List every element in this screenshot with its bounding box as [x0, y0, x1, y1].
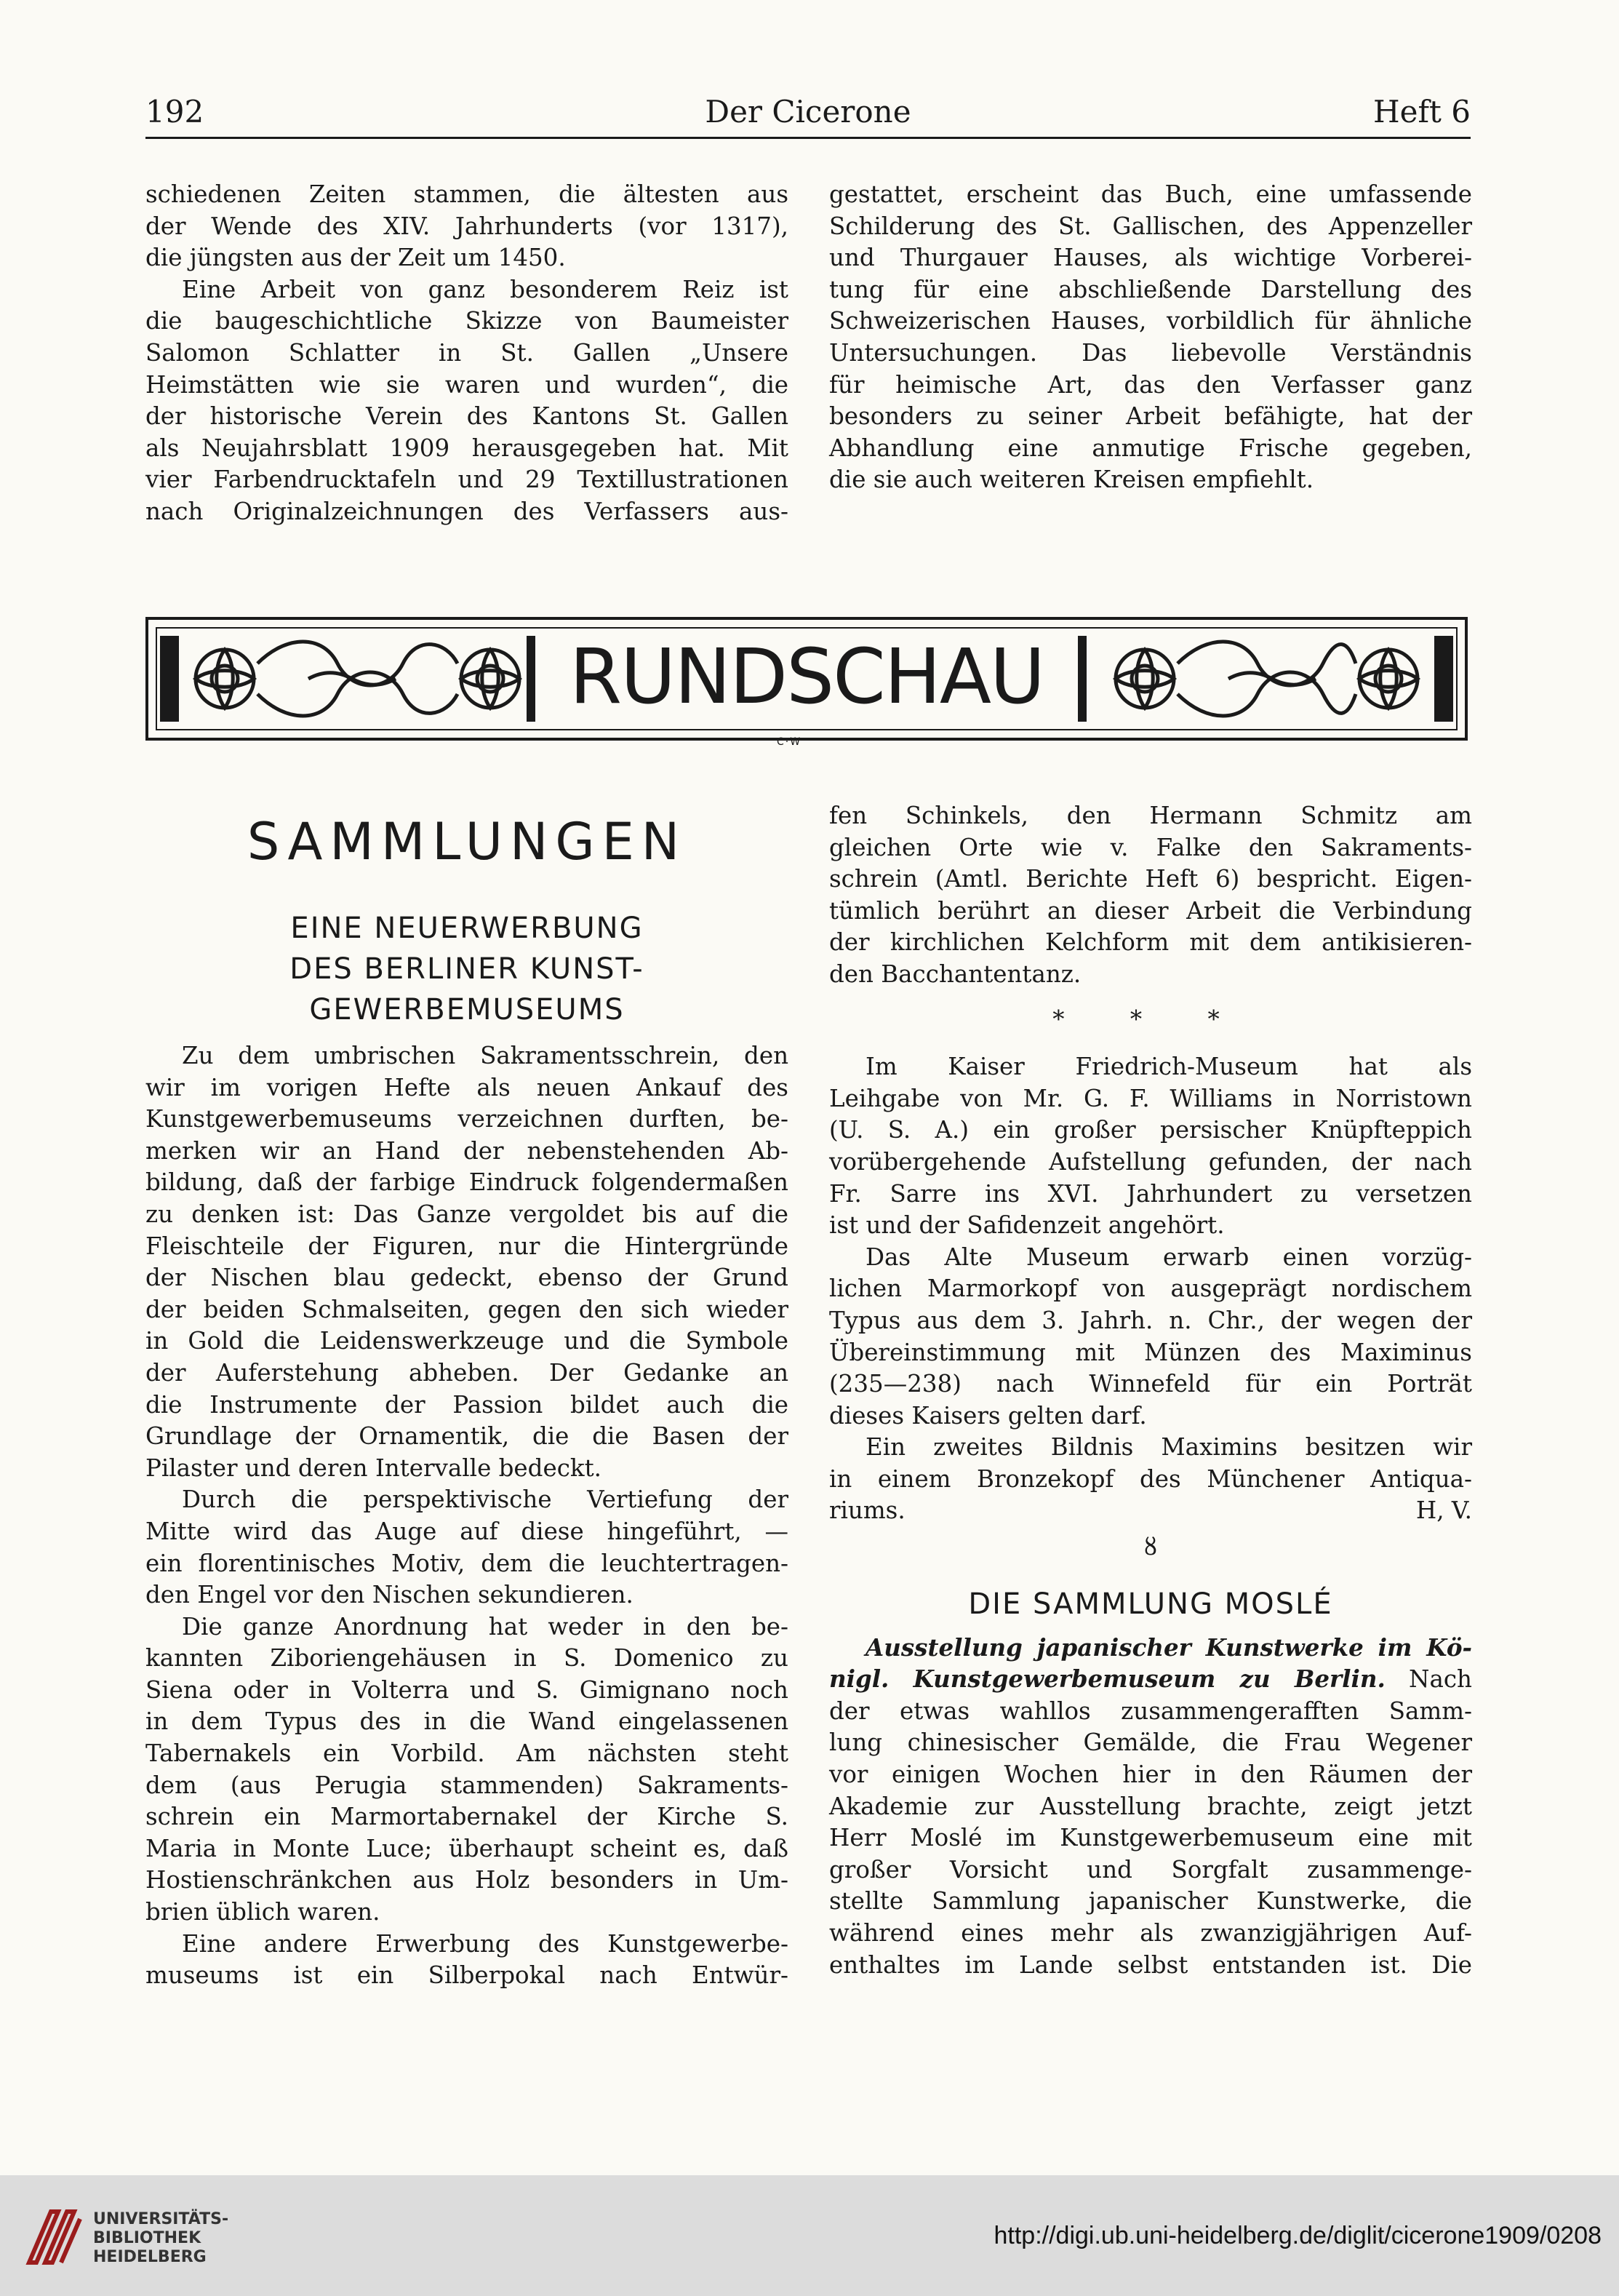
text-line: Ausstellung japanischer Kunstwerke im Kö- — [866, 1633, 1472, 1662]
section-divider-ornament: ȣ — [1144, 1533, 1157, 1561]
article-subheading — [145, 908, 788, 1030]
text-line-with-signature — [829, 1495, 1472, 1527]
subheading-line: GEWERBEMUSEUMS — [309, 993, 625, 1027]
subheading-line: DES BERLINER KUNST- — [289, 952, 644, 986]
text-line — [829, 1663, 1472, 1696]
text-line: brien üblich waren. — [145, 1898, 380, 1926]
text-line: der etwas wahllos zusammengerafften Samm- — [829, 1697, 1472, 1725]
text-line: großer Vorsicht und Sorgfalt zusammenge- — [829, 1855, 1472, 1884]
section-title: SAMMLUNGEN — [247, 812, 687, 872]
text-line: vor einigen Wochen hier in den Räumen der — [829, 1761, 1472, 1789]
banner-title: RUNDSCHAU — [569, 632, 1044, 721]
text-line: Eine Arbeit von ganz besonderem Reiz ist — [182, 275, 788, 303]
text-line: Mitte wird das Auge auf diese hingeführt, — — [145, 1517, 788, 1545]
text-line: Typus aus dem 3. Jahrh. n. Chr., der wegen der — [829, 1306, 1472, 1334]
journal-title: Der Cicerone — [705, 94, 911, 129]
text-line: in einem Bronzekopf des Münchener Antiqua- — [829, 1464, 1472, 1493]
text-line: nach Originalzeichnungen des Verfassers aus- — [145, 497, 788, 525]
text-line: Die ganze Anordnung hat weder in den be- — [182, 1612, 788, 1641]
library-name-line: UNIVERSITÄTS- — [93, 2210, 229, 2228]
text-line: schrein (Amtl. Berichte Heft 6) bespricht. Eigen- — [829, 865, 1472, 893]
text-line: (U. S. A.) ein großer persischer Knüpfteppich — [829, 1116, 1472, 1144]
text-line: stellte Sammlung japanischer Kunstwerke, die — [829, 1887, 1472, 1916]
text-line: die sie auch weiteren Kreisen empfiehlt. — [829, 466, 1314, 494]
text-line: Eine andere Erwerbung des Kunstgewerbe- — [182, 1929, 788, 1958]
text-line: den Bacchantentanz. — [829, 960, 1082, 988]
text-line: Grundlage der Ornamentik, die die Basen der — [145, 1422, 788, 1451]
text-line: kannten Ziboriengehäusen in S. Domenico zu — [145, 1644, 788, 1673]
text-line: in Gold die Leidenswerkzeuge und die Symbole — [145, 1327, 788, 1355]
text-line: schrein ein Marmortabernakel der Kirche S. — [145, 1803, 788, 1831]
text-line: museums ist ein Silberpokal nach Entwür- — [145, 1961, 788, 1990]
text-line: Untersuchungen. Das liebevolle Verständnis — [829, 338, 1472, 367]
source-url-link[interactable]: http://digi.ub.uni-heidelberg.de/diglit/cicerone1909/0208 — [994, 2222, 1602, 2249]
text-line: merken wir an Hand der nebenstehenden Ab- — [145, 1136, 788, 1165]
page-number: 192 — [145, 94, 204, 129]
text-line: Salomon Schlatter in St. Gallen „Unsere — [145, 338, 788, 367]
text-line: Durch die perspektivische Vertiefung der — [182, 1486, 788, 1514]
text-line: ein florentinisches Motiv, dem die leuchtertragen- — [145, 1549, 788, 1577]
text-line: enthaltes im Lande selbst entstanden ist. Die — [829, 1950, 1472, 1979]
section-separator-asterisks: * * * — [1052, 1005, 1249, 1033]
text-line: Fleischteile der Figuren, nur die Hintergründe — [145, 1232, 788, 1260]
text-line: Schilderung des St. Gallischen, des Appenzeller — [829, 212, 1472, 240]
text-line: Zu dem umbrischen Sakramentsschrein, den — [182, 1042, 788, 1069]
text-line: fen Schinkels, den Hermann Schmitz am — [829, 802, 1472, 829]
text-line: der beiden Schmalseiten, gegen den sich wieder — [145, 1295, 788, 1323]
text-line: bildung, daß der farbige Eindruck folgendermaßen — [145, 1168, 788, 1197]
text-line: während eines mehr als zwanzigjährigen Auf- — [829, 1919, 1472, 1947]
text-line: Pilaster und deren Intervalle bedeckt. — [145, 1454, 601, 1482]
author-signature: H, V. — [1415, 1496, 1472, 1525]
text-line: lichen Marmorkopf von ausgeprägt nordischem — [829, 1275, 1472, 1303]
library-name-line: HEIDELBERG — [93, 2248, 207, 2266]
text-line: der kirchlichen Kelchform mit dem antikisieren- — [829, 928, 1472, 957]
text-fragment: Nach — [1385, 1665, 1472, 1694]
text-line: Übereinstimmung mit Münzen des Maximinus — [829, 1338, 1472, 1366]
text-line: dem (aus Perugia stammenden) Sakraments- — [145, 1771, 788, 1799]
text-line: wir im vorigen Hefte als neuen Ankauf des — [145, 1073, 788, 1101]
digitization-footer — [0, 2175, 1619, 2296]
library-name-line: BIBLIOTHEK — [93, 2229, 201, 2247]
text-line: Schweizerischen Hauses, vorbildlich für ähnliche — [829, 307, 1472, 335]
banner-monogram: C·W — [777, 736, 802, 748]
text-line: Akademie zur Ausstellung brachte, zeigt jetzt — [829, 1792, 1472, 1820]
top-left-column — [145, 179, 788, 528]
text-line: Kunstgewerbemuseums verzeichnen durften, be- — [145, 1105, 788, 1133]
text-line: (235—238) nach Winnefeld für ein Porträt — [829, 1370, 1472, 1398]
text-line: Herr Moslé im Kunstgewerbemuseum eine mit — [829, 1824, 1472, 1852]
text-fragment: riums. — [829, 1496, 906, 1525]
text-line: Fr. Sarre ins XVI. Jahrhundert zu versetzen — [829, 1179, 1472, 1208]
text-line: und Thurgauer Hauses, als wichtige Vorberei- — [829, 244, 1472, 272]
text-line: Das Alte Museum erwarb einen vorzüg- — [866, 1243, 1472, 1271]
text-line: der Wende des XIV. Jahrhunderts (vor 1317), — [145, 212, 788, 240]
text-line: zu denken ist: Das Ganze vergoldet bis auf die — [145, 1200, 788, 1228]
text-line: Ein zweites Bildnis Maximins besitzen wir — [866, 1433, 1472, 1462]
text-line: Abhandlung eine anmutige Frische gegeben, — [829, 434, 1472, 462]
text-line: der Auferstehung abheben. Der Gedanke an — [145, 1358, 788, 1387]
text-line: Im Kaiser Friedrich-Museum hat als — [866, 1053, 1472, 1081]
top-right-column — [829, 179, 1472, 496]
subheading-line: EINE NEUERWERBUNG — [290, 912, 644, 945]
mosle-heading: DIE SAMMLUNG MOSLÉ — [968, 1587, 1333, 1621]
library-logo-icon — [22, 2204, 87, 2270]
text-line: in dem Typus des in die Wand eingelassenen — [145, 1707, 788, 1736]
left-body-column — [145, 1040, 788, 1992]
text-line: der Nischen blau gedeckt, ebenso der Grund — [145, 1264, 788, 1292]
text-line: der historische Verein des Kantons St. Gallen — [145, 402, 788, 431]
library-name — [93, 2210, 228, 2267]
text-line: vier Farbendrucktafeln und 29 Textillustrationen — [145, 466, 788, 494]
text-line: tümlich berührt an dieser Arbeit die Verbindung — [829, 896, 1472, 925]
text-line: den Engel vor den Nischen sekundieren. — [145, 1581, 633, 1609]
rundschau-banner — [145, 617, 1468, 741]
text-line: Heimstätten wie sie waren und wurden“, die — [145, 370, 788, 399]
text-line: Hostienschränkchen aus Holz besonders in Um- — [145, 1866, 788, 1894]
right-body-column — [829, 800, 1472, 1981]
text-line: besonders zu seiner Arbeit befähigte, hat der — [829, 402, 1472, 431]
issue-label: Heft 6 — [1373, 94, 1471, 129]
text-line: gleichen Orte wie v. Falke den Sakraments- — [829, 833, 1472, 861]
text-line: schiedenen Zeiten stammen, die ältesten aus — [145, 180, 788, 208]
text-line: ist und der Safidenzeit angehört. — [829, 1211, 1225, 1240]
running-head — [145, 93, 1471, 139]
text-line: Leihgabe von Mr. G. F. Williams in Norristown — [829, 1084, 1472, 1112]
text-line: vorübergehende Aufstellung gefunden, der nach — [829, 1147, 1472, 1176]
text-line: für heimische Art, das den Verfasser ganz — [829, 370, 1472, 399]
italic-fragment: nigl. Kunstgewerbemuseum zu Berlin. — [829, 1665, 1386, 1694]
text-line: die jüngsten aus der Zeit um 1450. — [145, 244, 566, 272]
text-line: die baugeschichtliche Skizze von Baumeister — [145, 307, 788, 335]
text-line: lung chinesischer Gemälde, die Frau Wegener — [829, 1729, 1472, 1757]
text-line: die Instrumente der Passion bildet auch die — [145, 1390, 788, 1419]
text-line: tung für eine abschließende Darstellung des — [829, 275, 1472, 303]
text-line: als Neujahrsblatt 1909 herausgegeben hat. Mit — [145, 434, 788, 462]
text-line: Siena oder in Volterra und S. Gimignano noch — [145, 1675, 788, 1704]
text-line: dieses Kaisers gelten darf. — [829, 1401, 1147, 1430]
text-line: Maria in Monte Luce; überhaupt scheint es, daß — [145, 1834, 788, 1862]
text-line: Tabernakels ein Vorbild. Am nächsten steht — [145, 1739, 788, 1768]
text-line: gestattet, erscheint das Buch, eine umfassende — [829, 180, 1472, 208]
